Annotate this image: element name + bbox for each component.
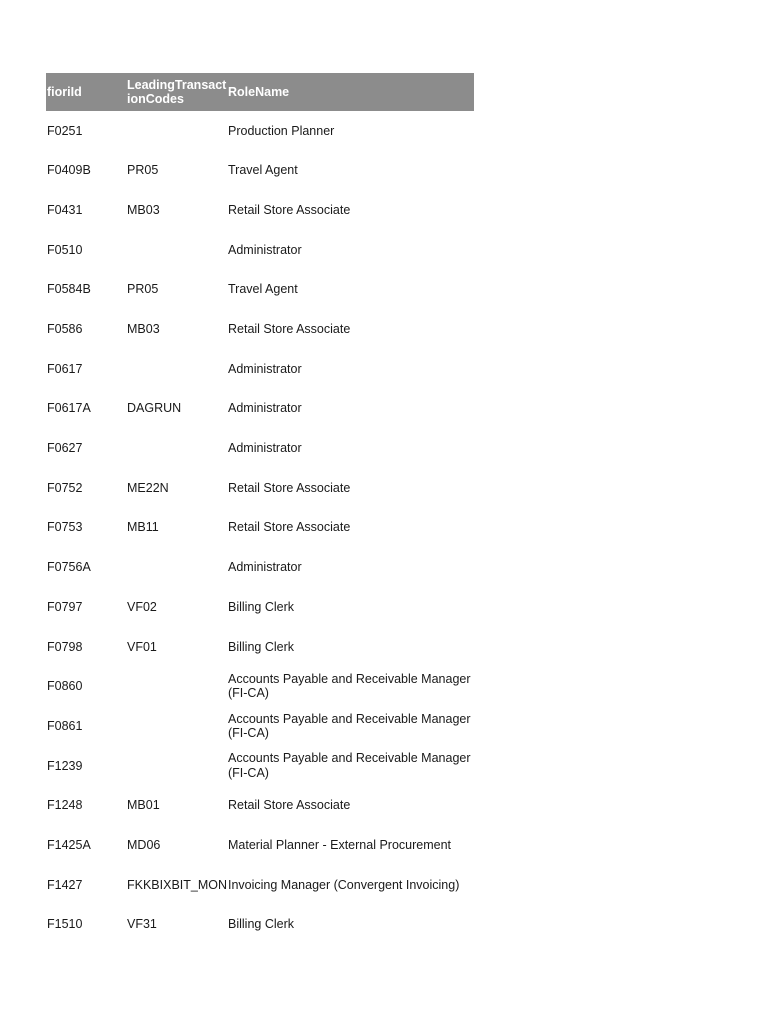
table-body xyxy=(46,111,474,944)
table-row xyxy=(46,429,474,469)
fiori-id-cell: F0798 xyxy=(47,639,83,654)
fiori-id-cell: F0251 xyxy=(47,123,83,138)
fiori-id-cell: F1510 xyxy=(47,917,83,932)
transaction-code-cell: MB03 xyxy=(127,202,160,217)
role-name-cell: Material Planner - External Procurement xyxy=(228,837,452,852)
table-row xyxy=(46,825,474,865)
fiori-id-cell: F0510 xyxy=(47,242,83,257)
role-name-cell: Invoicing Manager (Convergent Invoicing) xyxy=(228,877,460,892)
table-row xyxy=(46,309,474,349)
column-header-label: fioriId xyxy=(47,85,82,99)
role-name-cell: Administrator xyxy=(228,242,302,257)
transaction-code-cell xyxy=(126,111,227,151)
transaction-code-cell xyxy=(126,429,227,469)
table-row xyxy=(46,627,474,667)
role-name-cell: Production Planner xyxy=(228,123,335,138)
role-name-cell: Administrator xyxy=(228,560,302,575)
table-row xyxy=(46,230,474,270)
fiori-id-cell: F0586 xyxy=(47,322,83,337)
transaction-code-cell: MB11 xyxy=(127,520,159,535)
table-row xyxy=(46,905,474,945)
transaction-code-cell: VF01 xyxy=(127,639,157,654)
table-row xyxy=(46,468,474,508)
table-row xyxy=(46,151,474,191)
table-row xyxy=(46,111,474,151)
table-row xyxy=(46,786,474,826)
column-header-leading-transaction-codes xyxy=(126,73,227,111)
fiori-id-cell: F1425A xyxy=(47,837,91,852)
column-header-fiori-id xyxy=(46,73,126,111)
transaction-code-cell: ME22N xyxy=(127,480,169,495)
fiori-id-cell: F0584B xyxy=(47,282,91,297)
column-header-role-name xyxy=(227,73,474,111)
role-name-cell: Accounts Payable and Receivable Manager (FI-CA) xyxy=(228,711,471,741)
fiori-id-cell: F0756A xyxy=(47,560,91,575)
transaction-code-cell: PR05 xyxy=(127,163,159,178)
table-row xyxy=(46,746,474,786)
role-name-cell: Retail Store Associate xyxy=(228,798,351,813)
role-name-cell: Retail Store Associate xyxy=(228,480,351,495)
table-row xyxy=(46,389,474,429)
fiori-id-cell: F0752 xyxy=(47,480,83,495)
role-name-cell: Accounts Payable and Receivable Manager (FI-CA) xyxy=(228,751,471,780)
transaction-code-cell: PR05 xyxy=(127,282,159,297)
table-row xyxy=(46,270,474,310)
role-name-cell: Billing Clerk xyxy=(228,599,294,614)
roles-table xyxy=(46,73,474,944)
table-row xyxy=(46,587,474,627)
table-row xyxy=(46,190,474,230)
table-row xyxy=(46,349,474,389)
transaction-code-cell: MB03 xyxy=(127,322,160,337)
transaction-code-cell xyxy=(126,706,227,746)
fiori-id-cell: F0409B xyxy=(47,163,91,178)
transaction-code-cell xyxy=(126,548,227,588)
transaction-code-cell: FKKBIXBIT_MON xyxy=(127,877,228,892)
table-header xyxy=(46,73,474,111)
role-name-cell: Retail Store Associate xyxy=(228,520,351,535)
transaction-code-cell xyxy=(126,230,227,270)
role-name-cell: Travel Agent xyxy=(228,282,298,297)
column-header-label: LeadingTransactionCodes xyxy=(127,78,227,106)
table-row xyxy=(46,865,474,905)
fiori-id-cell: F1239 xyxy=(47,758,83,773)
header-row xyxy=(46,73,474,111)
transaction-code-cell: VF31 xyxy=(127,917,157,932)
transaction-code-cell: DAGRUN xyxy=(127,401,182,416)
table-row xyxy=(46,667,474,707)
role-name-cell: Administrator xyxy=(228,441,302,456)
fiori-id-cell: F0627 xyxy=(47,441,83,456)
role-name-cell: Retail Store Associate xyxy=(228,202,351,217)
table-row xyxy=(46,548,474,588)
role-name-cell: Billing Clerk xyxy=(228,639,294,654)
role-name-cell: Retail Store Associate xyxy=(228,322,351,337)
table-row xyxy=(46,706,474,746)
fiori-id-cell: F0617 xyxy=(47,361,83,376)
transaction-code-cell xyxy=(126,349,227,389)
fiori-id-cell: F1248 xyxy=(47,798,83,813)
column-header-label: RoleName xyxy=(228,85,290,99)
transaction-code-cell: MB01 xyxy=(127,798,160,813)
role-name-cell: Administrator xyxy=(228,401,302,416)
fiori-id-cell: F0860 xyxy=(47,679,83,694)
transaction-code-cell xyxy=(126,667,227,707)
transaction-code-cell: MD06 xyxy=(127,837,161,852)
fiori-id-cell: F0753 xyxy=(47,520,83,535)
role-name-cell: Travel Agent xyxy=(228,163,298,178)
role-name-cell: Accounts Payable and Receivable Manager (FI-CA) xyxy=(228,671,471,701)
transaction-code-cell: VF02 xyxy=(127,599,157,614)
table-row xyxy=(46,508,474,548)
fiori-id-cell: F0431 xyxy=(47,202,83,217)
role-name-cell: Billing Clerk xyxy=(228,917,294,932)
fiori-id-cell: F0797 xyxy=(47,599,83,614)
fiori-id-cell: F0861 xyxy=(47,718,83,733)
role-name-cell: Administrator xyxy=(228,361,302,376)
transaction-code-cell xyxy=(126,746,227,786)
fiori-id-cell: F0617A xyxy=(47,401,91,416)
fiori-id-cell: F1427 xyxy=(47,877,83,892)
